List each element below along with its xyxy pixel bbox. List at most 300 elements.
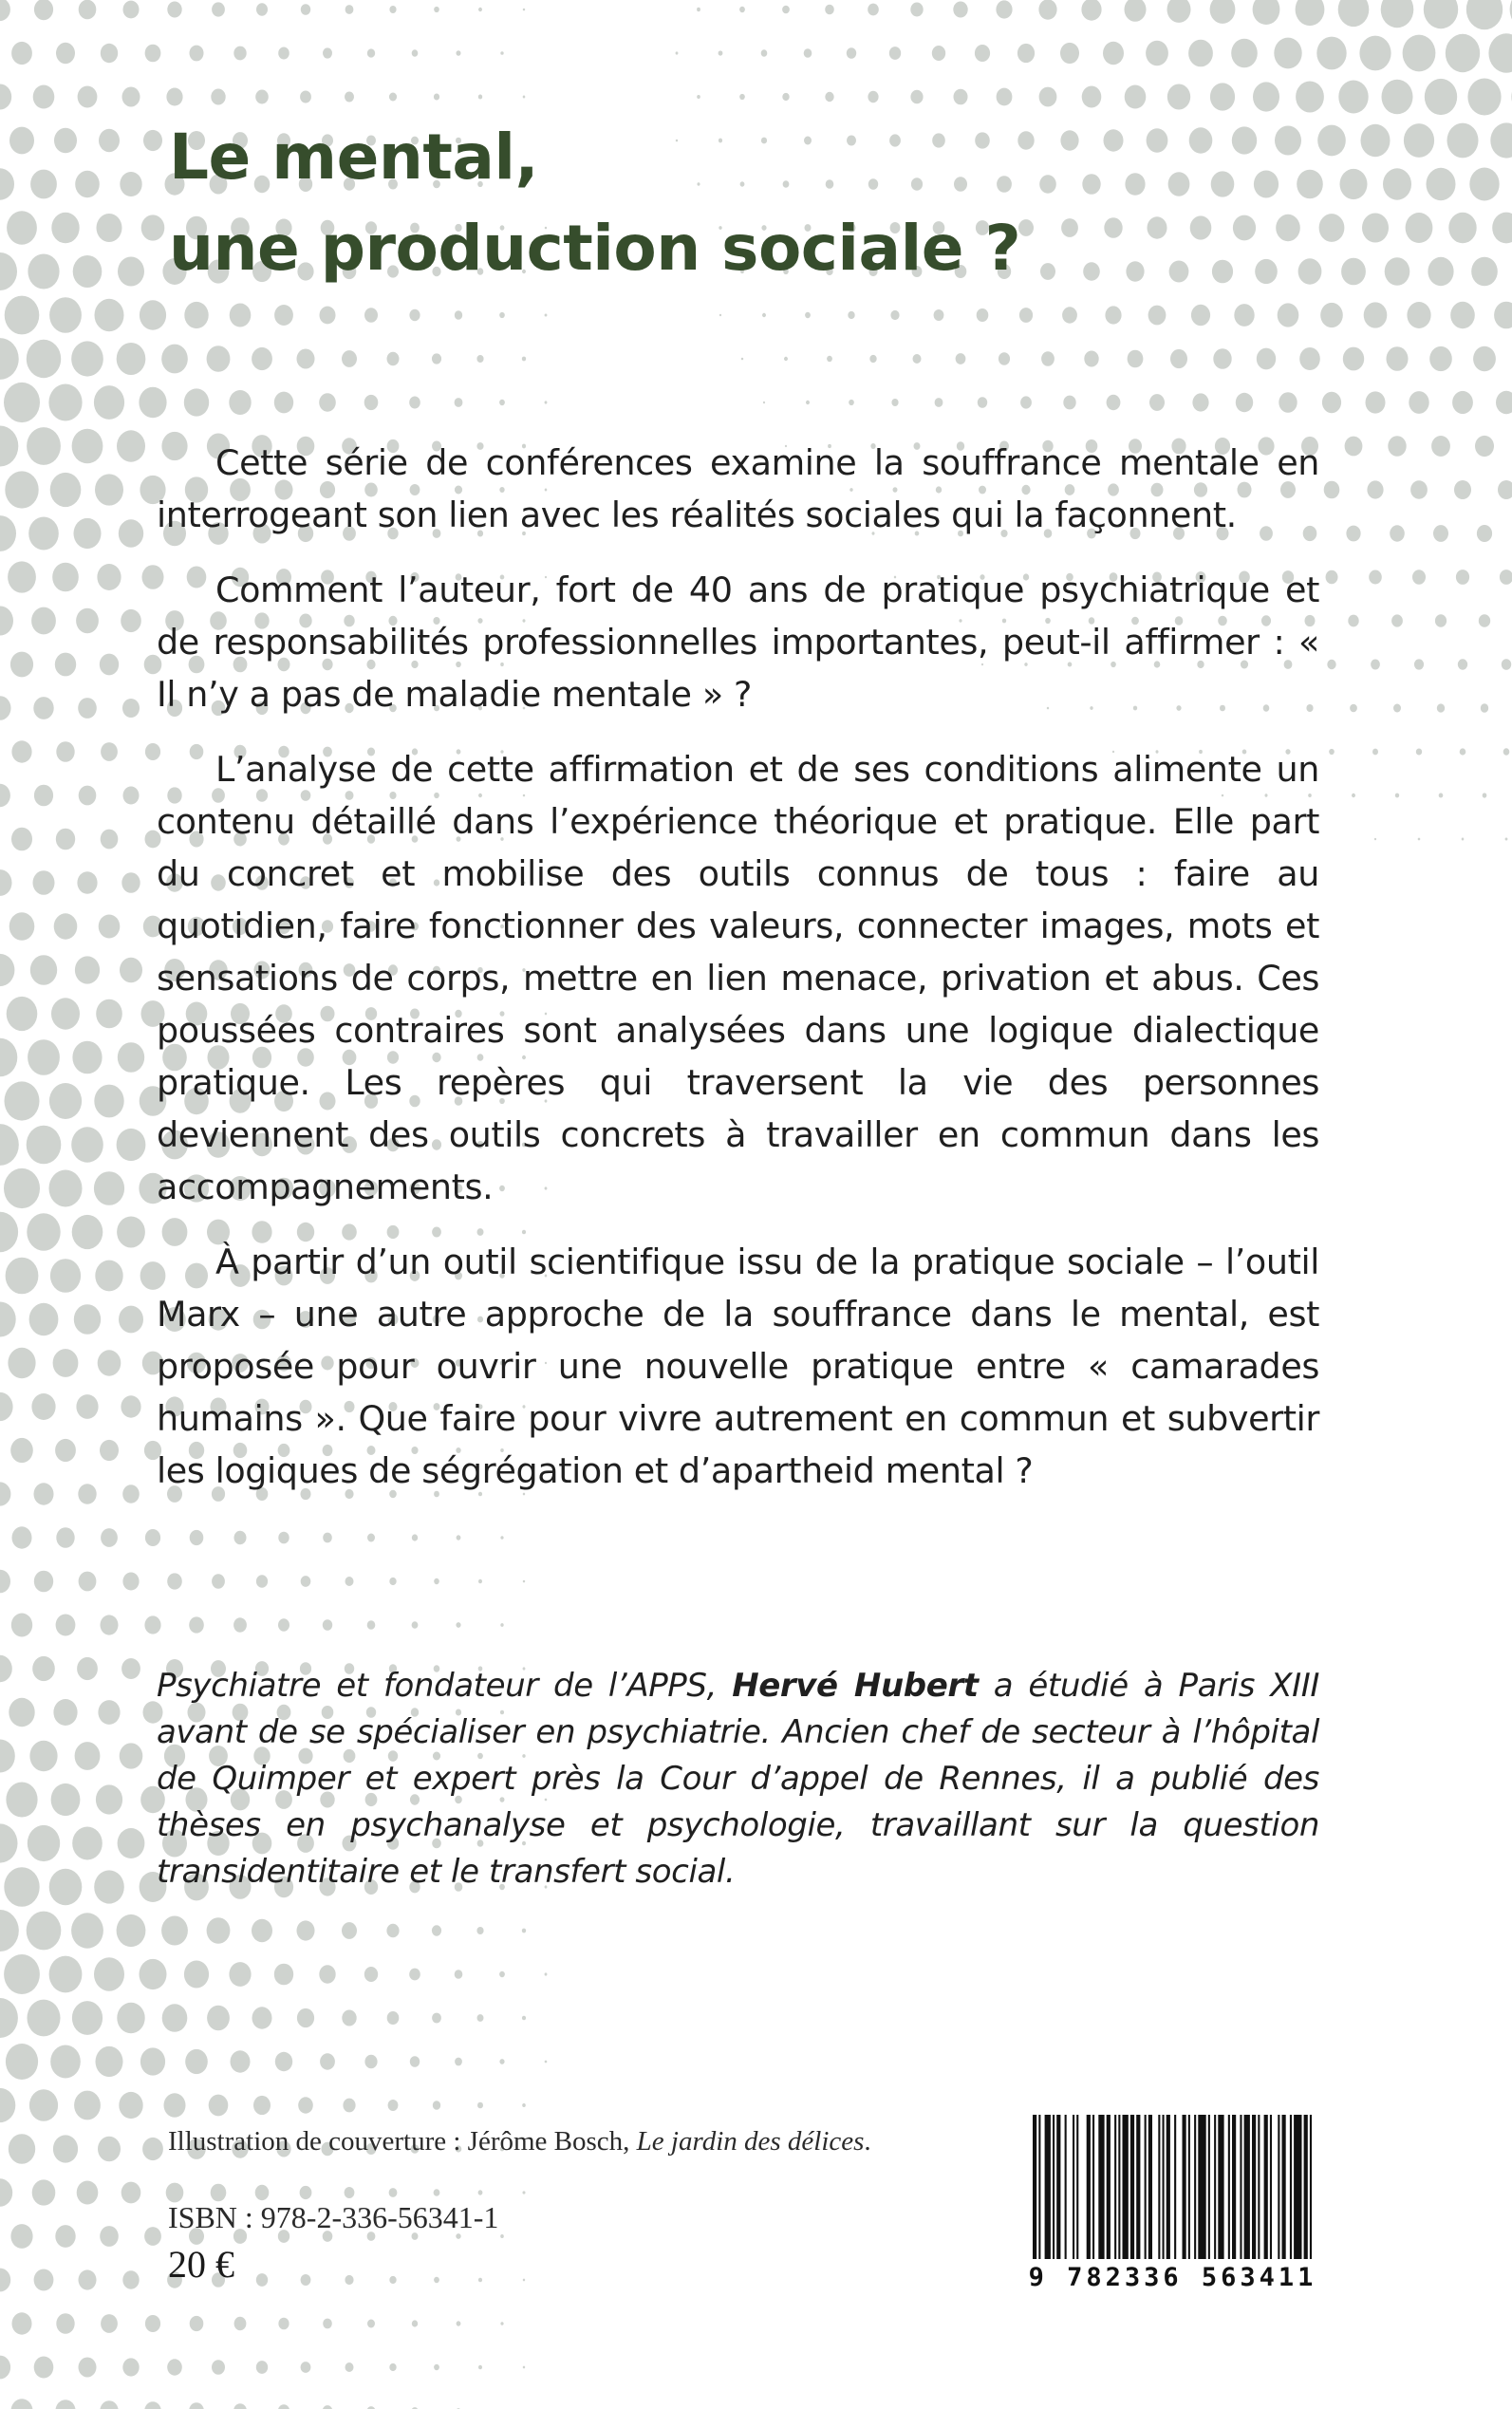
halftone-dot — [364, 2055, 377, 2069]
halftone-dot — [79, 2358, 97, 2378]
halftone-dot — [910, 3, 923, 17]
halftone-dot — [75, 956, 100, 983]
halftone-dot — [72, 1215, 103, 1249]
halftone-dot — [5, 471, 38, 508]
halftone-dot — [34, 1571, 53, 1593]
halftone-dot — [167, 2, 181, 18]
halftone-dot — [1210, 0, 1236, 24]
halftone-dot — [56, 43, 75, 64]
halftone-dot — [1316, 37, 1346, 70]
halftone-dot — [457, 2321, 461, 2325]
halftone-dot — [342, 350, 357, 367]
halftone-dot — [499, 2059, 504, 2064]
halftone-dot — [142, 2138, 163, 2160]
halftone-dot — [29, 1741, 57, 1771]
barcode-bar — [1218, 2115, 1223, 2259]
halftone-dot — [118, 257, 144, 287]
halftone-dot — [122, 2358, 139, 2376]
halftone-dot — [51, 1783, 81, 1816]
halftone-dot — [1467, 79, 1501, 116]
halftone-dot — [48, 384, 82, 421]
halftone-dot — [117, 1914, 146, 1947]
halftone-dot — [161, 1916, 188, 1946]
halftone-dot — [101, 742, 118, 761]
halftone-dot — [1062, 307, 1077, 323]
halftone-dot — [0, 2356, 10, 2380]
halftone-dot — [364, 1967, 378, 1982]
halftone-dot — [79, 1572, 97, 1592]
halftone-dot — [255, 2185, 270, 2200]
bio-rest: a étudié à Paris XIII avant de se spécialiser en psychiatrie. Ancien chef de secteur à l’hôpital de Quimper et expert près la Cour d’appel de Rennes, il a publié des thèses en psychanalyse et psychologie, travaillant sur la question transidentitaire et le transfert social. — [157, 1667, 1319, 1891]
halftone-dot — [31, 1393, 55, 1420]
halftone-dot — [100, 1440, 119, 1461]
halftone-dot — [7, 997, 38, 1031]
halftone-dot — [1498, 480, 1512, 499]
halftone-dot — [1410, 480, 1428, 499]
halftone-dot — [1213, 348, 1231, 369]
halftone-dot — [117, 2003, 144, 2034]
halftone-dot — [868, 91, 878, 103]
halftone-dot — [1369, 570, 1382, 585]
halftone-dot — [345, 2187, 355, 2198]
halftone-dot — [278, 1618, 289, 1631]
halftone-dot — [478, 2190, 483, 2194]
halftone-dot — [120, 172, 141, 196]
halftone-dot — [825, 5, 834, 15]
halftone-dot — [117, 1217, 145, 1248]
halftone-dot — [28, 1039, 60, 1075]
halftone-dot — [143, 130, 162, 151]
halftone-dot — [1431, 436, 1450, 457]
halftone-dot — [98, 1350, 121, 1375]
halftone-dot — [77, 2181, 99, 2205]
halftone-dot — [145, 45, 161, 63]
halftone-dot — [323, 47, 332, 58]
halftone-dot — [1439, 794, 1444, 798]
halftone-dot — [96, 2046, 123, 2077]
halftone-dot — [11, 2399, 33, 2409]
halftone-dot — [34, 1483, 54, 1504]
barcode — [1014, 2100, 1332, 2304]
halftone-dot — [27, 427, 61, 465]
halftone-dot — [0, 2088, 15, 2122]
halftone-dot — [1234, 304, 1254, 327]
halftone-dot — [5, 1081, 40, 1120]
halftone-dot — [27, 1213, 60, 1250]
halftone-dot — [98, 2137, 121, 2162]
halftone-dot — [804, 48, 812, 58]
halftone-dot — [12, 1526, 32, 1548]
halftone-dot — [1253, 0, 1280, 25]
halftone-dot — [9, 912, 35, 941]
barcode-bar — [1270, 2115, 1272, 2259]
halftone-dot — [0, 607, 13, 636]
halftone-dot — [297, 1920, 315, 1940]
halftone-dot — [1382, 80, 1413, 115]
halftone-dot — [101, 1528, 118, 1547]
halftone-dot — [410, 2056, 420, 2067]
halftone-dot — [345, 92, 354, 103]
barcode-bar — [1107, 2115, 1111, 2259]
halftone-dot — [97, 564, 121, 590]
halftone-dot — [30, 170, 57, 199]
halftone-dot — [0, 252, 17, 290]
halftone-dot — [434, 1578, 439, 1584]
halftone-dot — [301, 1576, 311, 1587]
halftone-dot — [478, 8, 482, 11]
halftone-dot — [0, 168, 14, 199]
halftone-dot — [545, 401, 548, 403]
halftone-dot — [120, 958, 142, 983]
halftone-dot — [522, 357, 526, 362]
halftone-dot — [12, 2312, 32, 2334]
halftone-dot — [0, 1302, 16, 1337]
halftone-dot — [500, 1536, 503, 1540]
halftone-dot — [144, 2227, 161, 2246]
barcode-bar — [1244, 2115, 1250, 2259]
halftone-dot — [0, 869, 12, 896]
halftone-dot — [1322, 392, 1341, 413]
halftone-dot — [78, 698, 97, 719]
halftone-dot — [190, 2316, 204, 2331]
halftone-dot — [101, 1615, 119, 1634]
halftone-dot — [1128, 350, 1144, 368]
halftone-dot — [999, 352, 1010, 365]
halftone-dot — [367, 2320, 375, 2328]
halftone-dot — [1060, 43, 1079, 64]
halftone-dot — [34, 0, 53, 20]
halftone-dot — [434, 7, 439, 12]
halftone-dot — [253, 2096, 271, 2115]
halftone-dot — [523, 9, 525, 11]
barcode-bar — [1163, 2115, 1165, 2259]
halftone-dot — [122, 1573, 139, 1591]
halftone-dot — [1502, 659, 1511, 670]
halftone-dot — [278, 1532, 289, 1544]
barcode-bar — [1053, 2115, 1055, 2259]
halftone-dot — [432, 2013, 441, 2024]
halftone-dot — [1105, 306, 1121, 324]
halftone-dot — [1320, 303, 1343, 327]
halftone-dot — [1359, 36, 1391, 71]
halftone-dot — [522, 1929, 526, 1933]
halftone-dot — [96, 1784, 122, 1814]
halftone-dot — [94, 1171, 124, 1205]
halftone-dot — [94, 385, 124, 420]
halftone-dot — [189, 2402, 204, 2409]
halftone-dot — [77, 1657, 98, 1680]
halftone-dot — [457, 50, 461, 56]
halftone-dot — [434, 2189, 440, 2196]
halftone-dot — [1395, 794, 1399, 798]
halftone-dot — [1039, 175, 1056, 194]
halftone-dot — [0, 0, 10, 21]
halftone-dot — [1327, 660, 1335, 669]
halftone-dot — [123, 787, 140, 805]
halftone-dot — [71, 1127, 103, 1162]
halftone-dot — [1414, 659, 1424, 669]
halftone-dot — [53, 2135, 78, 2162]
halftone-dot — [233, 2403, 247, 2409]
halftone-dot — [1191, 305, 1210, 326]
halftone-dot — [954, 89, 968, 105]
halftone-dot — [9, 2134, 35, 2164]
halftone-dot — [1454, 480, 1471, 499]
barcode-bar — [1130, 2115, 1134, 2259]
halftone-dot — [523, 2191, 526, 2194]
halftone-dot — [122, 1485, 140, 1503]
halftone-dot — [1388, 436, 1406, 457]
halftone-dot — [1169, 261, 1189, 283]
halftone-dot — [0, 515, 16, 551]
halftone-dot — [4, 1954, 40, 1994]
halftone-dot — [141, 215, 165, 240]
halftone-dot — [1403, 35, 1436, 72]
barcode-bar — [1183, 2115, 1186, 2259]
halftone-dot — [118, 1042, 144, 1073]
halftone-dot — [1254, 171, 1279, 198]
barcode-bar — [1114, 2115, 1116, 2259]
illustration-credit — [168, 2126, 871, 2157]
halftone-dot — [76, 608, 99, 633]
halftone-dot — [500, 2234, 504, 2238]
barcode-bar — [1282, 2115, 1286, 2259]
halftone-dot — [500, 2322, 503, 2325]
halftone-dot — [1274, 38, 1301, 69]
halftone-dot — [1371, 660, 1380, 670]
halftone-dot — [0, 1823, 18, 1862]
halftone-dot — [50, 1259, 81, 1293]
halftone-dot — [476, 355, 483, 363]
halftone-dot — [31, 607, 56, 635]
halftone-dot — [1170, 349, 1187, 368]
halftone-dot — [782, 93, 789, 101]
halftone-dot — [55, 2225, 75, 2248]
barcode-bar — [1087, 2115, 1091, 2259]
halftone-dot — [500, 1623, 503, 1627]
halftone-dot — [345, 5, 354, 14]
halftone-dot — [1416, 749, 1422, 756]
halftone-dot — [1406, 213, 1433, 243]
halftone-dot — [1210, 83, 1235, 110]
barcode-bar — [1208, 2115, 1210, 2259]
halftone-dot — [167, 2359, 182, 2375]
book-title — [169, 112, 1020, 294]
halftone-dot — [278, 47, 289, 60]
halftone-dot — [56, 1615, 76, 1636]
halftone-dot — [1346, 526, 1360, 542]
halftone-dot — [806, 401, 810, 404]
halftone-dot — [11, 42, 32, 65]
halftone-dot — [79, 2269, 97, 2289]
halftone-dot — [1019, 308, 1033, 323]
halftone-dot — [320, 2053, 335, 2069]
halftone-dot — [367, 1534, 375, 1542]
halftone-dot — [847, 47, 856, 59]
halftone-dot — [73, 255, 103, 288]
halftone-dot — [54, 913, 78, 939]
halftone-dot — [207, 1917, 231, 1944]
halftone-dot — [869, 355, 876, 363]
halftone-dot — [145, 1529, 160, 1546]
halftone-dot — [164, 2093, 186, 2117]
halftone-dot — [0, 1038, 17, 1077]
halftone-dot — [75, 1742, 101, 1770]
halftone-dot — [190, 46, 204, 62]
halftone-dot — [1345, 437, 1363, 457]
halftone-dot — [523, 1580, 525, 1583]
halftone-dot — [30, 955, 57, 985]
halftone-dot — [0, 1392, 13, 1421]
halftone-dot — [1148, 216, 1167, 238]
halftone-dot — [1343, 347, 1364, 371]
halftone-dot — [523, 96, 526, 99]
halftone-dot — [1383, 168, 1411, 199]
halftone-dot — [364, 308, 378, 323]
halftone-dot — [1018, 219, 1034, 236]
halftone-dot — [121, 1658, 140, 1679]
halftone-dot — [11, 740, 31, 762]
halftone-dot — [456, 1622, 460, 1628]
halftone-dot — [1391, 614, 1403, 626]
halftone-dot — [1125, 173, 1145, 196]
halftone-dot — [343, 2099, 355, 2113]
halftone-dot — [719, 50, 723, 55]
halftone-dot — [184, 302, 208, 328]
halftone-dot — [1366, 391, 1386, 413]
halftone-dot — [229, 1962, 251, 1987]
ean13-barcode-icon — [1031, 2115, 1316, 2259]
halftone-dot — [1296, 82, 1324, 113]
halftone-dot — [996, 0, 1012, 18]
halftone-dot — [1326, 570, 1338, 584]
halftone-dot — [190, 1530, 204, 1545]
halftone-dot — [389, 2363, 396, 2371]
barcode-bar — [1198, 2115, 1205, 2259]
halftone-dot — [207, 2006, 230, 2030]
halftone-dot — [478, 2278, 482, 2283]
barcode-bar — [1304, 2115, 1308, 2259]
halftone-dot — [1296, 0, 1325, 26]
halftone-dot — [0, 2269, 10, 2292]
halftone-dot — [95, 474, 123, 505]
barcode-bar — [1118, 2115, 1120, 2259]
halftone-dot — [1167, 84, 1190, 110]
price: 20 € — [168, 2243, 234, 2286]
halftone-dot — [364, 395, 379, 410]
halftone-dot — [233, 47, 246, 61]
halftone-dot — [1483, 793, 1487, 797]
halftone-dot — [78, 1484, 96, 1503]
halftone-dot — [0, 1910, 19, 1951]
halftone-dot — [545, 314, 548, 317]
credit-work: Le jardin des délices — [636, 2126, 865, 2157]
halftone-dot — [455, 1970, 463, 1979]
halftone-dot — [1232, 126, 1257, 154]
halftone-dot — [345, 1577, 354, 1586]
halftone-dot — [100, 654, 119, 676]
halftone-dot — [34, 785, 53, 807]
halftone-dot — [956, 353, 966, 364]
barcode-bar — [1278, 2115, 1279, 2259]
halftone-dot — [1038, 0, 1056, 20]
halftone-dot — [77, 871, 97, 894]
halftone-dot — [0, 1740, 15, 1773]
halftone-dot — [1494, 302, 1512, 329]
halftone-dot — [676, 51, 679, 54]
halftone-dot — [55, 1439, 76, 1462]
halftone-dot — [9, 127, 34, 155]
halftone-dot — [1446, 34, 1480, 72]
halftone-dot — [6, 1783, 37, 1818]
halftone-dot — [0, 1998, 18, 2038]
halftone-dot — [1409, 391, 1428, 414]
halftone-dot — [78, 86, 98, 108]
halftone-dot — [1317, 125, 1346, 157]
halftone-dot — [9, 1698, 34, 1727]
halftone-dot — [6, 2044, 38, 2080]
halftone-dot — [1341, 258, 1366, 286]
halftone-dot — [11, 828, 32, 851]
halftone-dot — [975, 45, 990, 62]
halftone-dot — [252, 2007, 272, 2028]
halftone-dot — [51, 998, 80, 1029]
credit-label: Illustration de couverture : Jérôme Bosch, — [168, 2126, 637, 2157]
halftone-dot — [545, 2061, 548, 2064]
halftone-dot — [978, 397, 987, 408]
halftone-dot — [762, 313, 766, 317]
barcode-bar — [1258, 2115, 1260, 2259]
halftone-dot — [140, 300, 166, 329]
halftone-dot — [434, 2364, 439, 2370]
halftone-dot — [1428, 257, 1453, 286]
halftone-dot — [28, 254, 59, 289]
barcode-bar — [1290, 2115, 1292, 2259]
halftone-dot — [1374, 838, 1376, 841]
halftone-dot — [1063, 396, 1075, 410]
halftone-dot — [255, 90, 269, 104]
halftone-dot — [522, 2103, 526, 2107]
halftone-dot — [74, 1304, 101, 1335]
halftone-dot — [49, 1956, 83, 1993]
halftone-dot — [1060, 130, 1078, 150]
halftone-dot — [94, 1870, 124, 1903]
halftone-dot — [1350, 704, 1357, 713]
halftone-dot — [122, 87, 140, 107]
halftone-dot — [1231, 39, 1258, 68]
halftone-dot — [0, 1570, 10, 1594]
barcode-bar — [1310, 2115, 1312, 2259]
halftone-dot — [119, 519, 143, 547]
halftone-dot — [345, 2362, 354, 2372]
halftone-dot — [212, 2360, 225, 2375]
halftone-dot — [409, 1969, 420, 1981]
barcode-bar — [1158, 2115, 1160, 2259]
halftone-dot — [79, 786, 97, 806]
halftone-dot — [868, 4, 879, 16]
halftone-dot — [1104, 217, 1122, 238]
halftone-dot — [848, 311, 854, 319]
halftone-dot — [6, 1258, 39, 1295]
halftone-dot — [1488, 33, 1512, 72]
halftone-dot — [1412, 570, 1426, 584]
halftone-dot — [913, 354, 922, 364]
halftone-dot — [433, 2101, 440, 2109]
halftone-dot — [389, 1578, 396, 1585]
halftone-dot — [185, 2049, 208, 2074]
halftone-dot — [409, 309, 420, 321]
halftone-dot — [71, 1913, 103, 1948]
